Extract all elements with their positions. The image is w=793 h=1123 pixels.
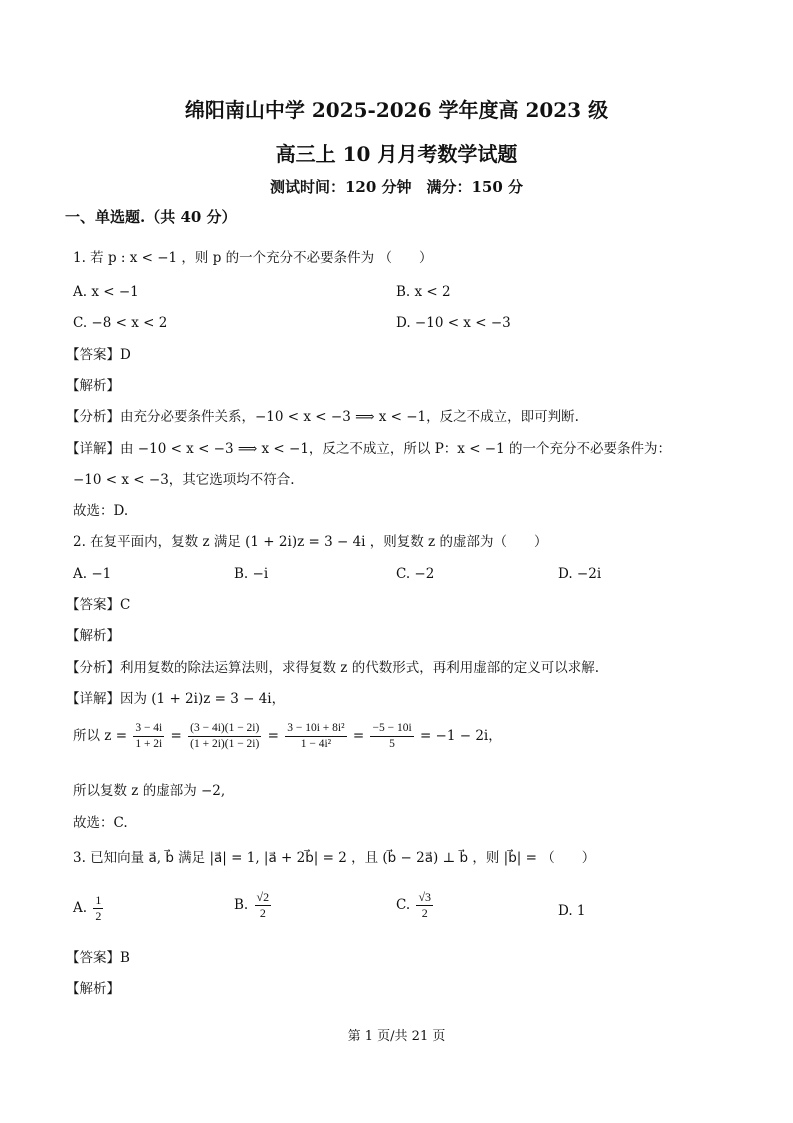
q1-option-a: A. x < −1 (73, 284, 139, 300)
q3-answer: 【答案】B (66, 950, 130, 966)
q3-option-c-fraction: $\frac{√3}{2}$ (418, 890, 432, 920)
q2-conclusion: 所以复数 z 的虚部为 −2, (73, 783, 226, 799)
q2-fraction-3: $\frac{\text{3 − 10i + 8i²}}{\text{1 − 4i²}}$ (287, 722, 345, 750)
exam-subtitle: 测试时间：120 分钟 满分：150 分 (269, 178, 524, 196)
q3-option-d: D. 1 (558, 903, 586, 919)
q2-analysis-label: 【解析】 (66, 628, 120, 644)
q2-answer: 【答案】C (66, 597, 131, 613)
q3-analysis-label: 【解析】 (66, 981, 120, 997)
page-footer: 第 1 页/共 21 页 (347, 1029, 446, 1044)
q3-option-b-fraction: $\frac{√2}{2}$ (256, 890, 270, 920)
q3-option-a: A. $\frac{1}{2}$ (73, 893, 102, 923)
q1-stem: 1. 若 p : x < −1 ，则 p 的一个充分不必要条件为 （ ） (73, 250, 433, 266)
q1-option-c: C. −8 < x < 2 (73, 315, 168, 331)
q2-option-a: A. −1 (73, 566, 112, 582)
q1-xiangjie-line1: 【详解】由 −10 < x < −3 ⟹ x < −1，反之不成立，所以 P：x < −1 的一个充分不必要条件为： (66, 441, 672, 457)
q1-choice: 故选：D. (73, 503, 129, 519)
q1-analysis-label: 【解析】 (66, 378, 120, 394)
q1-option-b: B. x < 2 (396, 284, 451, 300)
exam-title-line2: 高三上 10 月月考数学试题 (275, 142, 518, 166)
q1-option-d: D. −10 < x < −3 (396, 315, 511, 331)
q2-xiangjie: 【详解】因为 (1 + 2i)z = 3 − 4i， (66, 691, 286, 707)
q1-fenxi: 【分析】由充分必要条件关系，−10 < x < −3 ⟹ x < −1，反之不成立，即可判断. (66, 409, 579, 425)
q3-option-c: C. $\frac{√3}{2}$ (396, 890, 432, 920)
exam-title-line1: 绵阳南山中学 2025-2026 学年度高 2023 级 (184, 98, 609, 122)
q2-option-d: D. −2i (558, 566, 602, 582)
q3-option-b: B. $\frac{√2}{2}$ (234, 890, 270, 920)
q2-fenxi: 【分析】利用复数的除法运算法则，求得复数 z 的代数形式，再利用虚部的定义可以求解. (66, 660, 599, 676)
q2-choice: 故选：C. (73, 815, 128, 831)
q2-fraction-2: $\frac{(3 - 4i)(1 - 2i)}{(1 + 2i)(1 - 2i)}$ (190, 722, 260, 750)
q2-eq-prefix: 所以 z = (73, 728, 128, 744)
q3-stem: 3. 已知向量 a⃗, b⃗ 满足 |a⃗| = 1, |a⃗ + 2b⃗| = 2 ，且 (b⃗ − 2a⃗) ⊥ b⃗ ，则 |b⃗| = （ ） (73, 850, 596, 866)
q2-stem: 2. 在复平面内，复数 z 满足 (1 + 2i)z = 3 − 4i ，则复数 z 的虚部为（ ） (73, 534, 548, 550)
q1-xiangjie-line2: −10 < x < −3，其它选项均不符合. (73, 472, 295, 488)
q2-equation: 所以 z = $\frac{3 - 4i}{1 + 2i}$ = $\frac{(3 - 4i)(1 - 2i)}{(1 + 2i)(1 - 2i)}$ = $\frac{\text{3 − 10i + 8i²}}{\text{1 − 4i²}}$ = $\frac{-5 - 10i}{5}$ = −1 − 2i， (73, 722, 502, 750)
q1-answer: 【答案】D (66, 347, 131, 363)
q2-option-c: C. −2 (396, 566, 435, 582)
section-heading: 一、单选题.（共 40 分） (65, 208, 237, 226)
q2-option-b: B. −i (234, 566, 269, 582)
q2-fraction-4: $\frac{-5 - 10i}{5}$ (372, 722, 412, 750)
q2-eq-tail: = −1 − 2i， (419, 728, 502, 744)
q3-option-a-fraction: $\frac{1}{2}$ (95, 893, 102, 923)
q2-fraction-1: $\frac{3 - 4i}{1 + 2i}$ (135, 722, 163, 750)
